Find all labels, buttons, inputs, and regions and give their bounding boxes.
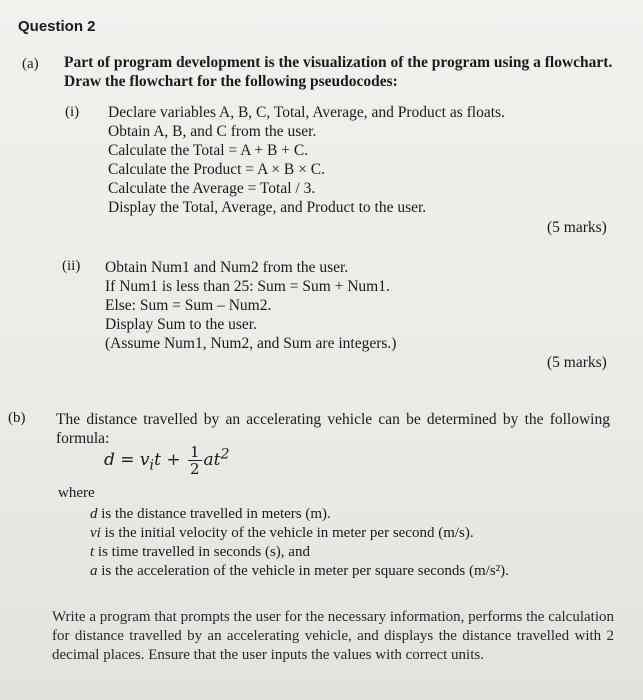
pseudocode-line: Calculate the Average = Total / 3. (108, 180, 316, 197)
part-a-intro-line2: Draw the flowchart for the following pseudocodes: (64, 73, 398, 90)
formula-subscript: i (149, 457, 155, 474)
pseudocode-line: (Assume Num1, Num2, and Sum are integers.) (105, 335, 397, 352)
definition-line (90, 505, 509, 524)
formula-lhs: d = v (104, 450, 150, 470)
pseudocode-line: Calculate the Total = A + B + C. (108, 142, 309, 159)
definition-text: is the distance travelled in meters (m). (97, 506, 331, 522)
definition-line (90, 524, 509, 543)
definition-symbol: t (90, 544, 95, 560)
pseudocode-line: Else: Sum = Sum – Num2. (105, 297, 272, 314)
formula-fraction (188, 444, 202, 477)
definition-symbol: a (90, 563, 98, 579)
formula-superscript: 2 (220, 446, 230, 463)
part-a-intro (64, 53, 612, 91)
where-label: where (58, 485, 95, 501)
pseudocode-line: Obtain Num1 and Num2 from the user. (105, 259, 349, 276)
definition-text: is the acceleration of the vehicle in meter per square seconds (m/s²). (97, 563, 509, 579)
question-title: Question 2 (18, 18, 96, 35)
part-a-label: (a) (22, 56, 39, 72)
definition-line (90, 543, 509, 562)
pseudocode-line: Display the Total, Average, and Product to the user. (108, 199, 427, 216)
formula-tail: at (203, 450, 221, 470)
sub-ii-label: (ii) (62, 258, 81, 274)
pseudocode-line: Display Sum to the user. (105, 316, 257, 333)
sub-i-label: (i) (65, 104, 80, 120)
distance-formula (104, 444, 230, 484)
sub-i-pseudocode (108, 103, 505, 217)
sub-ii-pseudocode (105, 258, 396, 353)
pseudocode-line: Calculate the Product = A × B × C. (108, 161, 325, 178)
part-b-instruction: Write a program that prompts the user for the necessary information, performs the calculation for distance travelled by an accelerating vehicle, and displays the distance travelled with 2 decimal places. Ensure that the user inputs the values with correct units. (52, 609, 614, 663)
part-a-intro-line1: Part of program development is the visualization of the program using a flowchart. (64, 54, 613, 71)
variable-definitions (90, 505, 509, 581)
definition-symbol: d (90, 506, 98, 522)
part-b-intro: The distance travelled by an accelerating vehicle can be determined by the following formula: (56, 411, 610, 447)
sub-i-marks: (5 marks) (547, 219, 607, 236)
formula-mid: t + (154, 450, 186, 470)
fraction-denominator: 2 (189, 460, 200, 478)
pseudocode-line: Declare variables A, B, C, Total, Average, and Product as floats. (108, 104, 505, 121)
sub-ii-marks: (5 marks) (547, 354, 607, 371)
definition-text: is time travelled in seconds (s), and (94, 544, 310, 560)
part-b-label: (b) (8, 410, 26, 426)
fraction-numerator: 1 (189, 443, 200, 461)
definition-symbol: vi (90, 525, 101, 541)
definition-text: is the initial velocity of the vehicle in meter per second (m/s). (100, 525, 474, 541)
pseudocode-line: If Num1 is less than 25: Sum = Sum + Num1. (105, 278, 390, 295)
pseudocode-line: Obtain A, B, and C from the user. (108, 123, 317, 140)
definition-line (90, 562, 509, 581)
